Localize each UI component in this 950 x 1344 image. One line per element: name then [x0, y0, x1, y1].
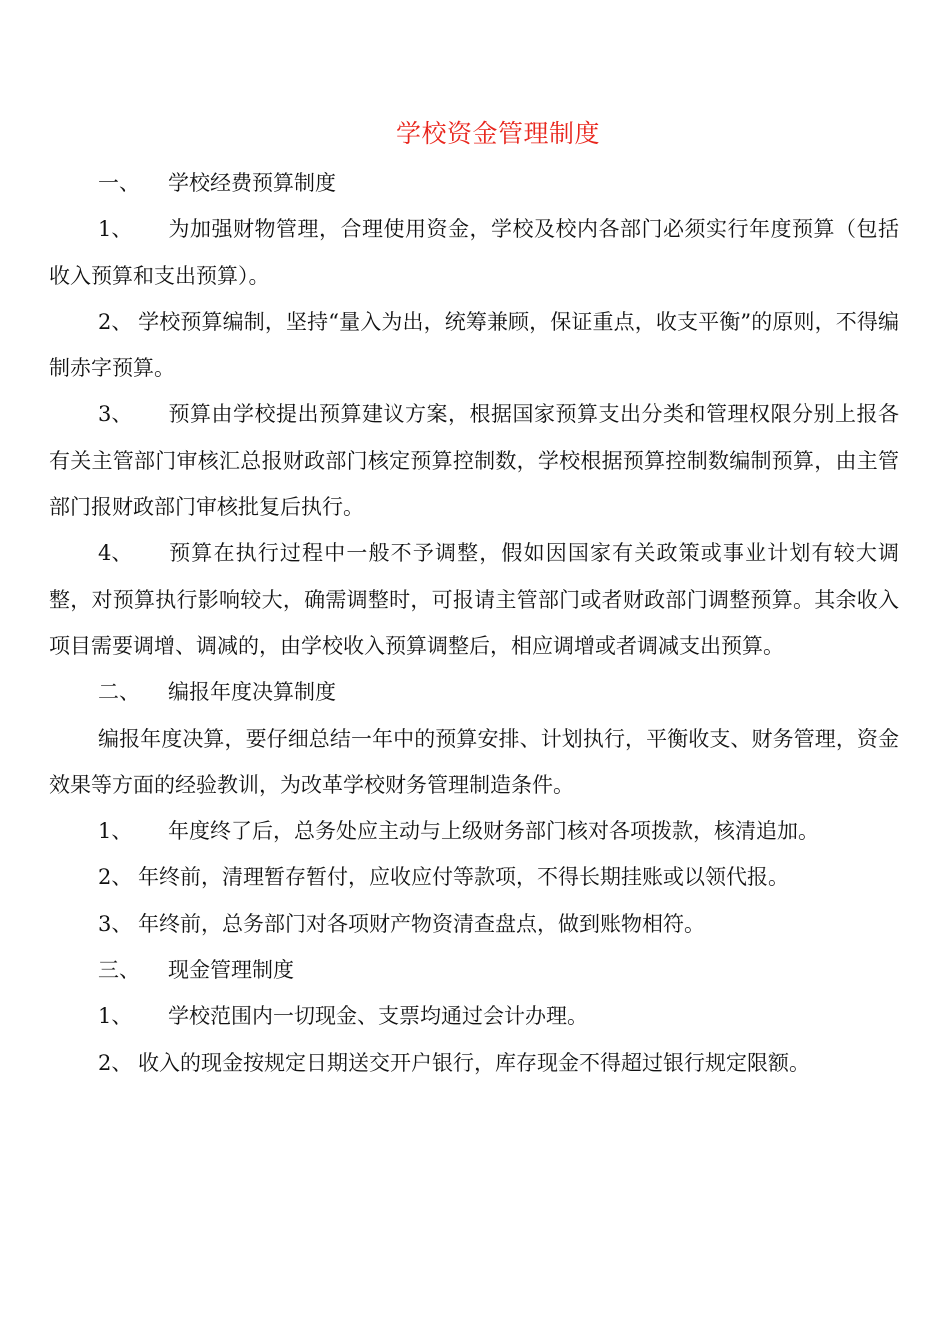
paragraph: [49, 993, 899, 1039]
section-heading: [49, 160, 899, 206]
paragraph-text: 年终前，总务部门对各项财产物资清查盘点，做到账物相符。: [138, 911, 705, 936]
paragraph-text: 学校预算编制，坚持“量入为出，统筹兼顾，保证重点，收支平衡”的原则，不得编制赤字预算。: [49, 309, 899, 381]
document-body: [49, 160, 899, 1086]
paragraph-text: 年度终了后，总务处应主动与上级财务部门核对各项拨款，核清追加。: [168, 819, 819, 844]
paragraph-number: 2、: [98, 1050, 133, 1075]
paragraph-number: 一、: [98, 171, 140, 195]
paragraph: [49, 299, 899, 392]
paragraph-text: 学校范围内一切现金、支票均通过会计办理。: [168, 1004, 588, 1029]
paragraph-number: 二、: [98, 680, 140, 705]
document-title: 学校资金管理制度: [395, 119, 600, 148]
paragraph: [49, 530, 899, 669]
paragraph-number: 1、: [98, 1004, 133, 1029]
paragraph: [49, 391, 899, 530]
paragraph-number: 3、: [98, 911, 133, 936]
paragraph-text: 收入的现金按规定日期送交开户银行，库存现金不得超过银行规定限额。: [138, 1050, 810, 1075]
paragraph: [49, 901, 899, 947]
paragraph-text: 预算在执行过程中一般不予调整，假如因国家有关政策或事业计划有较大调整，对预算执行影响较大，确需调整时，可报请主管部门或者财政部门调整预算。其余收入项目需要调增、调减的，由学校收入预算调整后，相应调增或者调减支出预算。: [49, 541, 899, 658]
paragraph-number: 2、: [98, 865, 133, 890]
paragraph: [49, 1040, 899, 1086]
paragraph-text: 年终前，清理暂存暂付，应收应付等款项，不得长期挂账或以领代报。: [138, 865, 789, 890]
paragraph-text: 编报年度决算制度: [168, 680, 336, 705]
paragraph-number: 三、: [98, 958, 140, 983]
paragraph-number: 4、: [98, 541, 133, 566]
paragraph-number: 1、: [98, 217, 133, 242]
paragraph: [49, 206, 899, 299]
paragraph-text: 为加强财物管理，合理使用资金，学校及校内各部门必须实行年度预算（包括收入预算和支出预算）。: [49, 217, 899, 288]
paragraph-number: 1、: [98, 819, 133, 844]
paragraph-text: 预算由学校提出预算建议方案，根据国家预算支出分类和管理权限分别上报各有关主管部门审核汇总报财政部门核定预算控制数，学校根据预算控制数编制预算，由主管部门报财政部门审核批复后执行。: [49, 402, 899, 520]
paragraph: [49, 716, 899, 809]
section-heading: [49, 669, 899, 715]
paragraph: [49, 808, 899, 854]
paragraph-text: 学校经费预算制度: [168, 171, 336, 195]
paragraph-number: 2、: [98, 309, 133, 334]
section-heading: [49, 947, 899, 993]
paragraph: [49, 854, 899, 900]
paragraph-text: 现金管理制度: [168, 958, 294, 983]
paragraph-text: 编报年度决算，要仔细总结一年中的预算安排、计划执行，平衡收支、财务管理，资金效果等方面的经验教训，为改革学校财务管理制造条件。: [49, 726, 899, 797]
paragraph-number: 3、: [98, 402, 133, 427]
